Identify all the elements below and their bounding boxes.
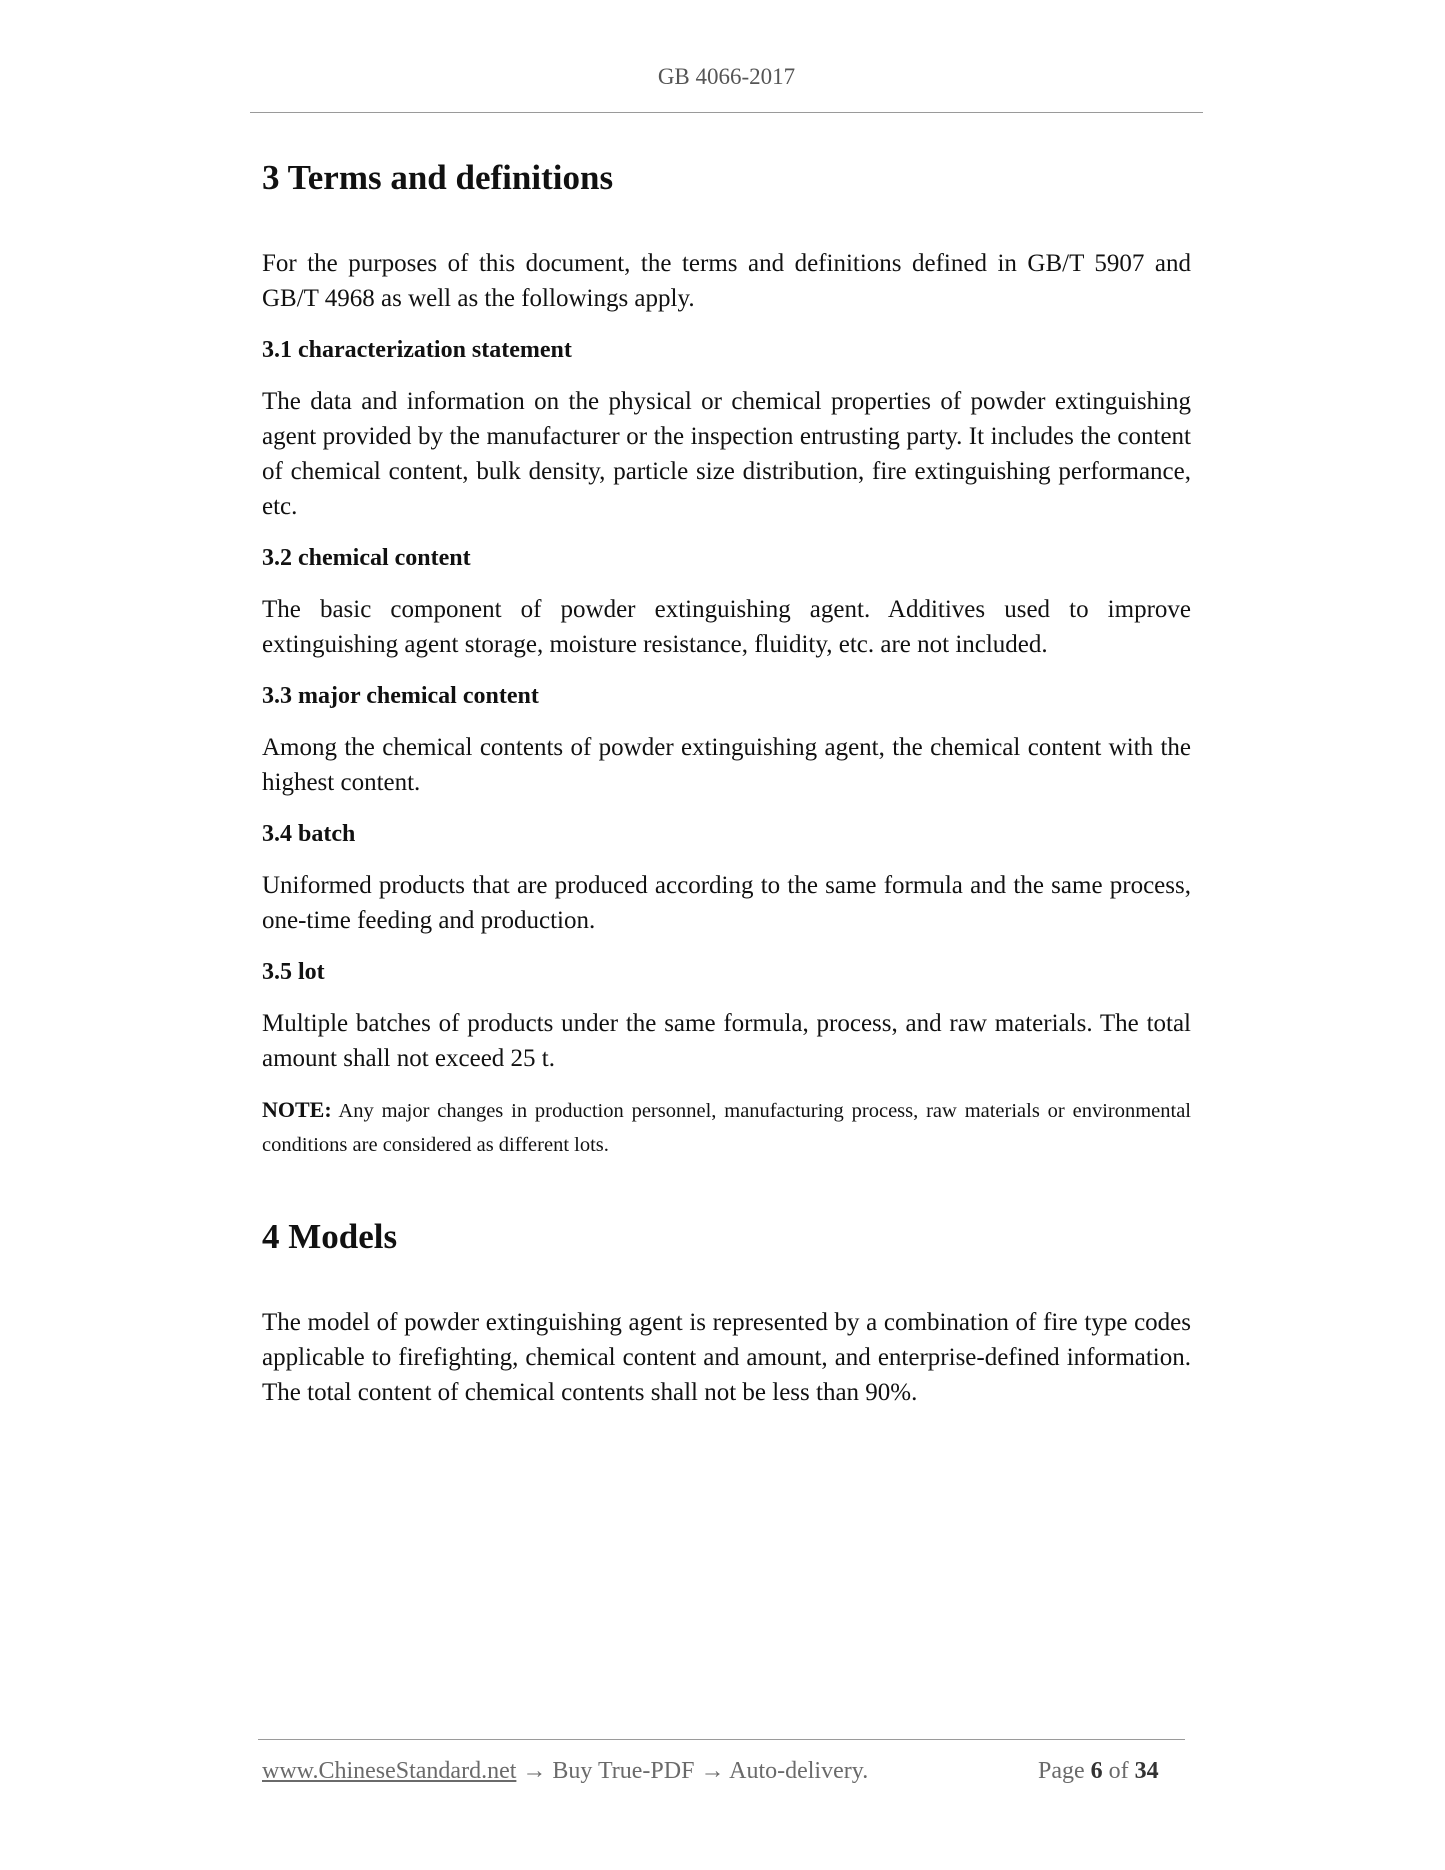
page-content <box>262 150 1191 1410</box>
term-3-1-definition: The data and information on the physical or chemical properties of powder extinguishing agent provided by the manufacturer or the inspection entrusting party. It includes the content of chemical content, bulk density, particle size distribution, fire extinguishing performance, etc. <box>262 388 1191 520</box>
term-3-2-heading: 3.2 chemical content <box>262 545 471 571</box>
term-3-3-definition: Among the chemical contents of powder extinguishing agent, the chemical content with the highest content. <box>262 734 1191 796</box>
note <box>262 1093 1191 1162</box>
section-4-body: The model of powder extinguishing agent is represented by a combination of fire type codes applicable to firefighting, chemical content and amount, and enterprise-defined information. The total content of chemical contents shall not be less than 90%. <box>262 1309 1191 1406</box>
page-label: Page <box>1038 1758 1085 1784</box>
section-3-title: 3 Terms and definitions <box>262 158 614 197</box>
section-3-intro: For the purposes of this document, the terms and definitions defined in GB/T 5907 and GB/T 4968 as well as the followings apply. <box>262 250 1191 312</box>
term-3-4-definition: Uniformed products that are produced according to the same formula and the same process, one-time feeding and production. <box>262 872 1191 934</box>
term-3-4-heading: 3.4 batch <box>262 821 356 847</box>
term-3-1-heading: 3.1 characterization statement <box>262 337 572 363</box>
term-3-3-heading: 3.3 major chemical content <box>262 683 539 709</box>
footer-divider <box>258 1739 1185 1740</box>
footer-promo <box>262 1758 868 1785</box>
term-3-2-definition: The basic component of powder extinguishing agent. Additives used to improve extinguishing agent storage, moisture resistance, fluidity, etc. are not included. <box>262 596 1191 658</box>
header-divider <box>250 112 1203 113</box>
term-3-5-definition: Multiple batches of products under the same formula, process, and raw materials. The total amount shall not exceed 25 t. <box>262 1010 1191 1072</box>
page-of: of <box>1108 1758 1129 1784</box>
page-total: 34 <box>1134 1758 1159 1784</box>
buy-pdf-text: → Buy True-PDF → Auto-delivery. <box>516 1758 869 1784</box>
page-indicator <box>1038 1758 1159 1785</box>
page-current: 6 <box>1090 1758 1103 1784</box>
running-header: GB 4066-2017 <box>657 64 796 89</box>
note-text: Any major changes in production personnel, manufacturing process, raw materials or environmental conditions are considered as different lots. <box>262 1100 1192 1156</box>
note-label: NOTE: <box>262 1097 332 1122</box>
term-3-5-heading: 3.5 lot <box>262 959 325 985</box>
website-link[interactable]: www.ChineseStandard.net <box>262 1758 517 1784</box>
section-4-title: 4 Models <box>262 1217 398 1256</box>
